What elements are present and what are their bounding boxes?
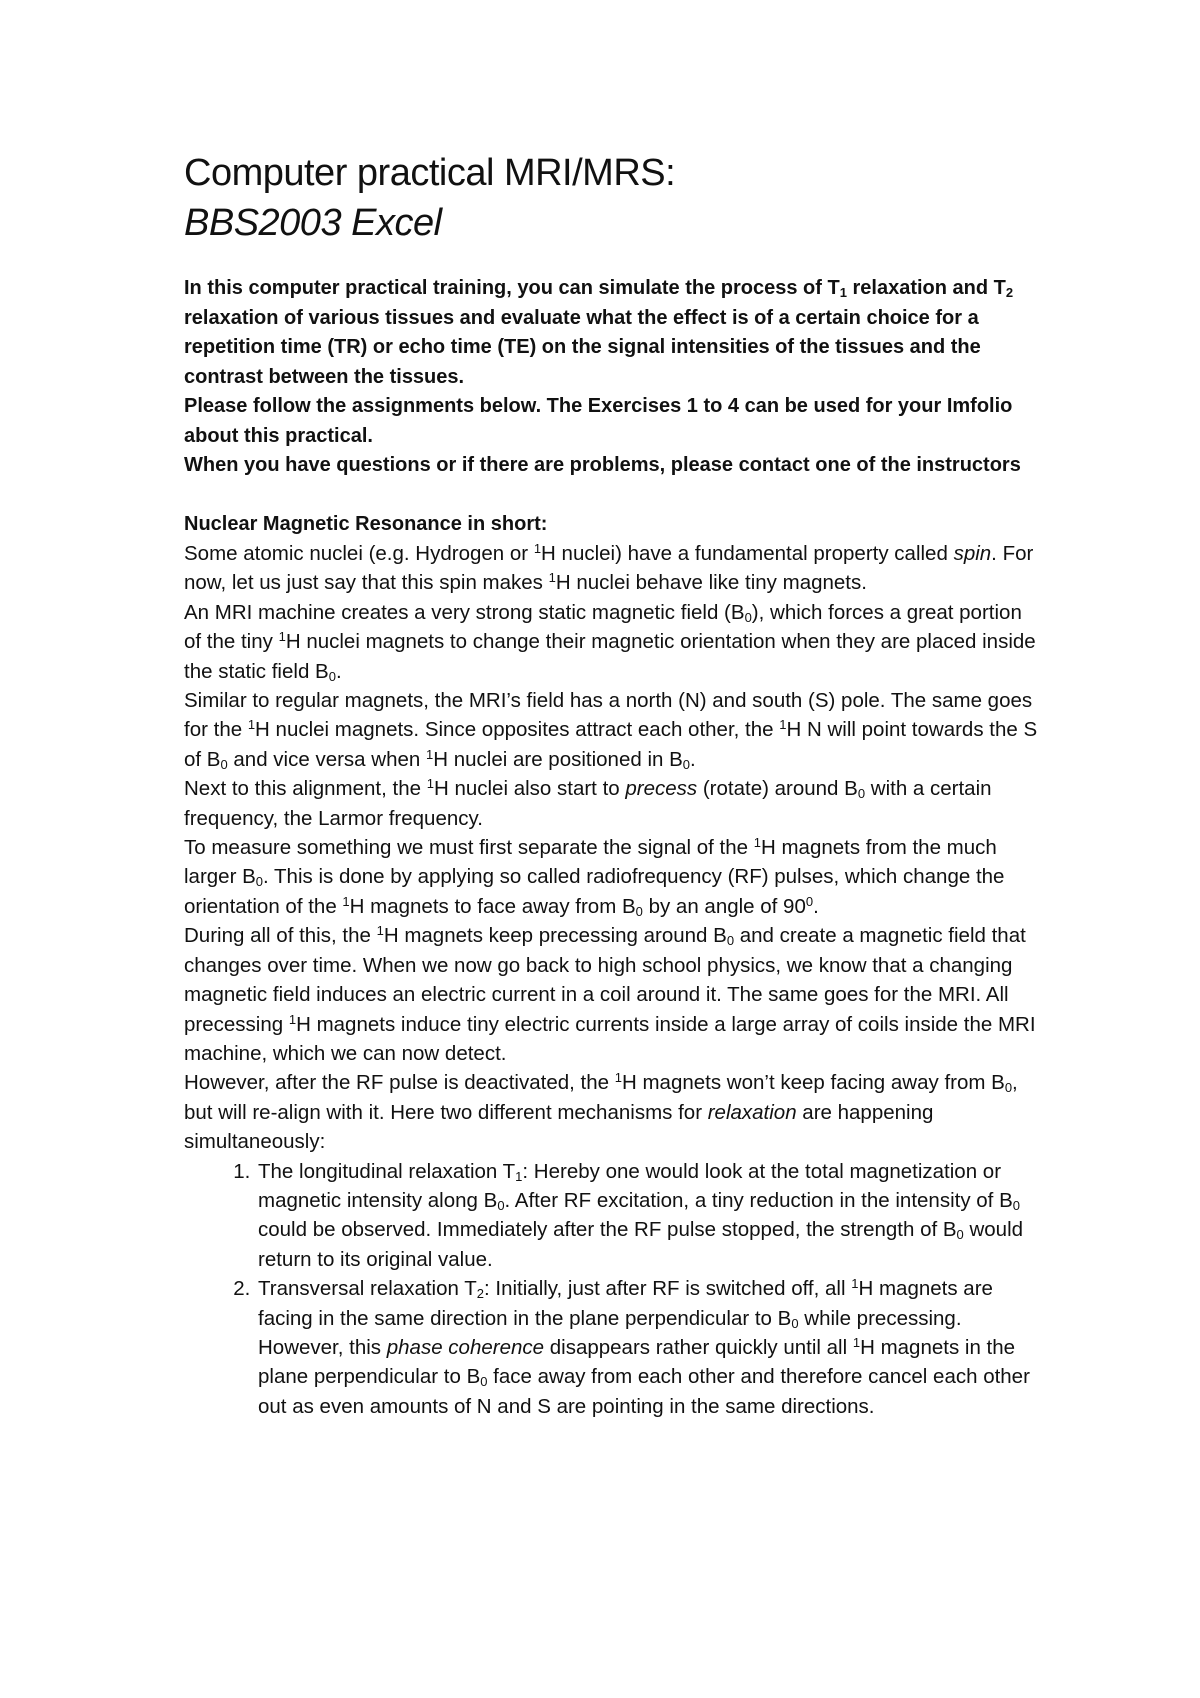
nmr-paragraph: Some atomic nuclei (e.g. Hydrogen or $^1$H nuclei) have a fundamental property called spin. For now, let us just say that this spin makes $^1$H nuclei behave like tiny magnets. — [184, 541, 1034, 595]
page-title: Computer practical MRI/MRS: — [184, 152, 676, 194]
nmr-paragraph: Similar to regular magnets, the MRI’s field has a north (N) and south (S) pole. The same goes for the $^1$H nuclei magnets. Since opposites attract each other, the $^1$H N will point towards the S of $B_0$ and vice versa when $^1$H nuclei are positioned in $B_0$. — [184, 689, 1038, 772]
intro-paragraph-3: When you have questions or if there are problems, please contact one of the instructors — [184, 454, 1021, 476]
nmr-body — [184, 539, 1044, 1157]
nmr-paragraph: However, after the RF pulse is deactivated, the $^1$H magnets won’t keep facing away from $B_0$, but will re-align with it. Here two different mechanisms for relaxation are happening simultaneously: — [184, 1070, 1018, 1154]
intro-section — [184, 274, 1044, 481]
document-page — [184, 148, 1044, 1421]
nmr-paragraph: An MRI machine creates a very strong static magnetic field $(B_0)$, which forces a great portion of the tiny $^1$H nuclei magnets to change their magnetic orientation when they are placed inside the static field $B_0$. — [184, 600, 1036, 684]
page-subtitle: BBS2003 Excel — [184, 202, 442, 244]
list-item-t1: 1. The longitudinal relaxation $T_1$: Hereby one would look at the total magnetization or magnetic intensity along $B_0$. After RF excitation, a tiny reduction in the intensity of $B_0$ could be observed. Immediately after the RF pulse stopped, the strength of $B_0$ would return to its original value. — [256, 1157, 1044, 1275]
list-item-t2: 2. Transversal relaxation $T_2$: Initially, just after RF is switched off, all $^1$H magnets are facing in the same direction in the plane perpendicular to $B_0$ while precessing. However, this phase coherence disappears rather quickly until all $^1$H magnets in the plane perpendicular to $B_0$ face away from each other and therefore cancel each other out as even amounts of N and S are pointing in the same directions. — [256, 1274, 1044, 1421]
intro-paragraph-2: Please follow the assignments below. The Exercises 1 to 4 can be used for your Imfolio about this practical. — [184, 395, 1013, 447]
nmr-paragraph: Next to this alignment, the $^1$H nuclei also start to precess (rotate) around $B_0$ with a certain frequency, the Larmor frequency. — [184, 776, 992, 830]
nmr-heading: Nuclear Magnetic Resonance in short: — [184, 512, 548, 535]
nmr-paragraph: To measure something we must first separate the signal of the $^1$H magnets from the much larger $B_0$. This is done by applying so called radiofrequency (RF) pulses, which change the orientation of the $^1$H magnets to face away from $B_0$ by an angle of $90^0$. — [184, 835, 1005, 919]
intro-paragraph-1: In this computer practical training, you can simulate the process of $T_1$ relaxation and $T_2$ relaxation of various tissues and evaluate what the effect is of a certain choice for a repetition time (TR) or echo time (TE) on the signal intensities of the tissues and the contrast between the tissues. — [184, 277, 1014, 388]
nmr-paragraph: During all of this, the $^1$H magnets keep precessing around $B_0$ and create a magnetic field that changes over time. When we now go back to high school physics, we know that a changing magnetic field induces an electric current in a coil around it. The same goes for the MRI. All precessing $^1$H magnets induce tiny electric currents inside a large array of coils inside the MRI machine, which we can now detect. — [184, 923, 1036, 1065]
relaxation-list — [184, 1157, 1044, 1422]
